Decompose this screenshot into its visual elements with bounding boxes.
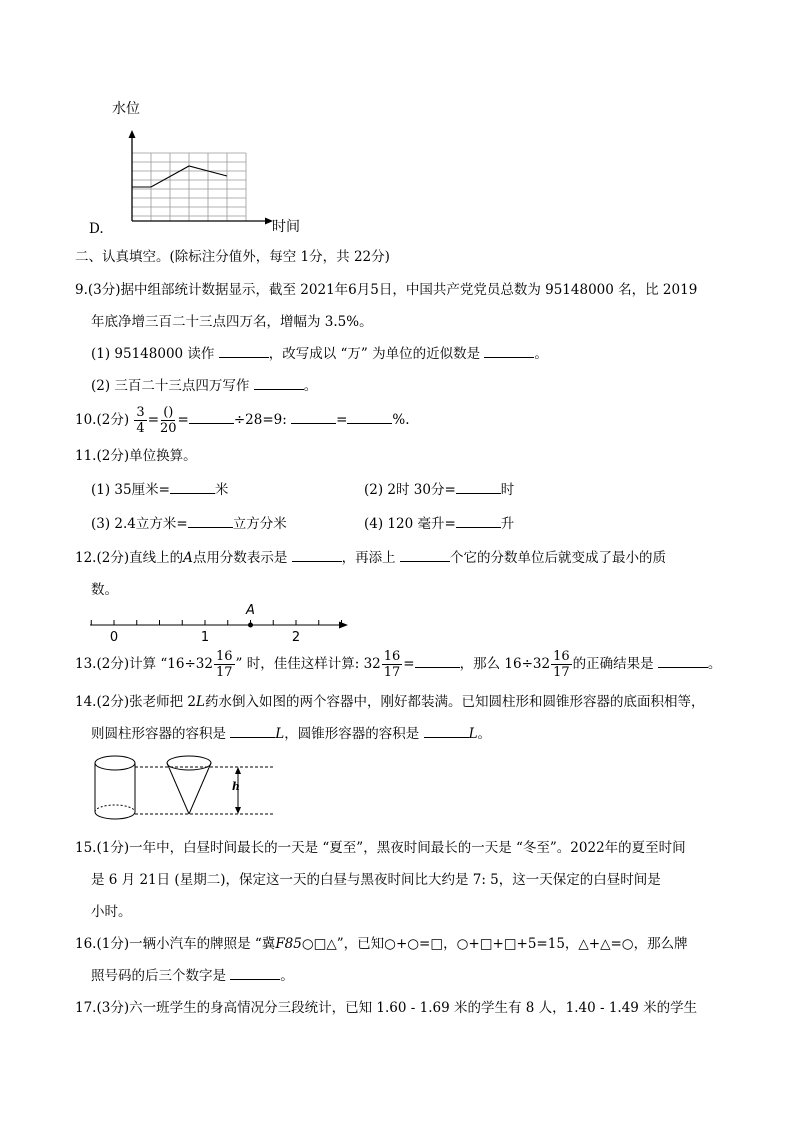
q10-eq-3: = (336, 412, 348, 428)
q12-text-c: ，再添上 (341, 550, 396, 566)
q13-line (75, 647, 721, 681)
q9-score: (3分) (87, 282, 121, 298)
q10-score: (2分) (96, 412, 130, 428)
q9-sub1-c: 。 (534, 346, 548, 362)
q15-number: 15. (75, 840, 97, 856)
q9-sub2-b: 。 (303, 378, 318, 394)
q14-blank-2[interactable] (424, 725, 469, 738)
section-2-title: 二、认真填空。(除标注分值外，每空 1分，共 22分) (75, 249, 390, 265)
q9-sub2 (91, 377, 317, 395)
q9-sub2-a: (2) 三百二十三点四万写作 (91, 378, 250, 394)
q16-text2a: 照号码的后三个数字是 (91, 968, 226, 984)
q13-frac3-den: 17 (553, 665, 570, 680)
q12-text-d: 个它的分数单位后就变成了最小的质 (449, 550, 666, 566)
q11-score: (2分) (96, 448, 130, 464)
cone (167, 756, 211, 814)
q11-d-post: 升 (500, 516, 515, 532)
q16-text1a: 一辆小汽车的牌照是 “冀 (129, 936, 276, 952)
q11-b-post: 时 (500, 482, 515, 498)
q10-frac2-num: () (163, 405, 174, 420)
q16-score: (1分) (96, 936, 130, 952)
q10-number: 10. (75, 412, 97, 428)
q13-frac2-den: 17 (383, 665, 401, 680)
y-axis-arrow (129, 130, 136, 138)
q14-line1 (75, 693, 704, 711)
q13-text-e: 的正确结果是 (572, 656, 654, 672)
q14-line2 (91, 725, 491, 743)
q11-blank-b[interactable] (456, 481, 501, 494)
q12-blank-1[interactable] (292, 549, 342, 562)
q13-blank-1[interactable] (415, 655, 460, 668)
q9-blank-3[interactable] (254, 377, 304, 390)
q11-number: 11. (75, 448, 97, 464)
q13-score: (2分) (96, 656, 130, 672)
q14-number: 14. (75, 694, 97, 710)
cylinder (95, 756, 135, 819)
q10-blank-1[interactable] (189, 411, 234, 424)
q16-number: 16. (75, 936, 97, 952)
q13-frac2-num: 16 (383, 649, 401, 664)
number-line-label: 1 (200, 630, 210, 645)
q13-frac1-den: 17 (215, 665, 233, 680)
height-label: h (232, 780, 240, 793)
q10-eq-2: = (177, 412, 189, 428)
q13-text-f: 。 (707, 656, 722, 672)
q16-plate: F85 (275, 936, 302, 952)
q10-pct: %. (392, 412, 410, 428)
q11-title: 单位换算。 (129, 448, 197, 464)
q11-blank-c[interactable] (188, 515, 233, 528)
q14-unit-2: L (275, 726, 285, 742)
q16-text2b: 。 (280, 968, 294, 984)
q11-c-post: 立方分米 (232, 516, 287, 532)
q11-c (91, 515, 287, 533)
number-line-svg (85, 600, 355, 645)
q10-div: ÷28=9: (233, 412, 287, 428)
q11-title-line (75, 447, 197, 465)
q14-blank-1[interactable] (230, 725, 275, 738)
number-line-label: 2 (291, 630, 301, 645)
q13-frac-2 (382, 649, 403, 680)
q16-line2 (91, 967, 294, 985)
number-line-label: 0 (109, 630, 119, 645)
number-line-arrow (339, 622, 348, 629)
q12-line1 (75, 549, 666, 567)
water-level-line (132, 166, 227, 187)
q15-text1: 一年中，白昼时间最长的一天是 “夏至”，黑夜时间最长的一天是 “冬至”。2022年的夏至时间 (129, 840, 686, 856)
q13-blank-2[interactable] (658, 655, 708, 668)
q13-number: 13. (75, 656, 97, 672)
q11-d (364, 515, 514, 533)
q12-text-a: 直线上的 (129, 550, 184, 566)
number-line (85, 600, 355, 645)
water-level-graph (80, 96, 310, 236)
q16-line1 (75, 935, 688, 953)
q14-text1b: 药水倒入如图的两个容器中，刚好都装满。已知圆柱形和圆锥形容器的底面积相等， (204, 694, 705, 710)
q13-text-a: 计算 “16÷32 (129, 656, 213, 672)
q12-text2: 数。 (91, 582, 118, 598)
q14-text1: 张老师把 2 (129, 694, 196, 710)
q14-text2c: 。 (477, 726, 492, 742)
q9-number: 9. (75, 282, 88, 298)
q10-frac2-den: 20 (160, 421, 177, 436)
q17-number: 17. (75, 1000, 97, 1016)
q9-sub1-b: ，改写成以 “万” 为单位的近似数是 (268, 346, 481, 362)
q13-frac3-num: 16 (553, 649, 570, 664)
q13-text-d: ，那么 16÷32 (459, 656, 551, 672)
q11-b-pre: (2) 2时 30分= (364, 482, 456, 498)
q11-a (91, 481, 228, 499)
cylinder-cone-svg (88, 748, 288, 823)
point-a-dot (248, 623, 253, 628)
graph-ylabel: 水位 (112, 101, 140, 117)
q15-text3: 小时。 (91, 904, 132, 920)
q10-frac1-den: 4 (136, 421, 145, 436)
q14-unit-3: L (468, 726, 478, 742)
q11-a-post: 米 (214, 482, 229, 498)
q13-frac-1 (214, 649, 235, 680)
q12-point-letter: A (183, 550, 193, 566)
option-d-label: D. (89, 221, 104, 237)
q17-text1: 六一班学生的身高情况分三段统计，已知 1.60 - 1.69 米的学生有 8 人，1.40 - 1.49 米的学生 (129, 1000, 698, 1016)
q11-d-pre: (4) 120 毫升= (364, 516, 456, 532)
q14-text2a: 则圆柱形容器的容积是 (91, 726, 226, 742)
q10-eq-1: = (147, 412, 159, 428)
q10-frac1-num: 3 (136, 405, 145, 420)
q10-line (75, 404, 410, 436)
q12-number: 12. (75, 550, 97, 566)
q14-text2b: ，圆锥形容器的容积是 (284, 726, 420, 742)
q11-blank-d[interactable] (456, 515, 501, 528)
q11-a-pre: (1) 35厘米= (91, 482, 170, 498)
graph-xlabel: 时间 (272, 219, 300, 235)
q9-text2: 年底净增三百二十三点四万名，增幅为 3.5%。 (91, 314, 373, 330)
containers-figure (88, 748, 288, 823)
q15-score: (1分) (96, 840, 130, 856)
q10-frac2 (160, 405, 177, 436)
q17-line1 (75, 999, 697, 1017)
q9-sub1 (91, 345, 548, 363)
q9-text1: 据中组部统计数据显示，截至 2021年6月5日，中国共产党党员总数为 95148000 名，比 2019 (120, 282, 698, 298)
q16-text1b: ○□△”，已知○+○=□，○+□+□+5=15，△+△=○，那么牌 (301, 936, 688, 952)
q13-frac-3 (551, 649, 572, 680)
q12-score: (2分) (96, 550, 130, 566)
q11-b (364, 481, 514, 499)
point-a-label: A (246, 603, 255, 618)
q11-c-pre: (3) 2.4立方米= (91, 516, 188, 532)
q13-text-c: = (403, 656, 415, 672)
q10-blank-3[interactable] (347, 411, 392, 424)
q14-score: (2分) (96, 694, 130, 710)
q12-blank-2[interactable] (400, 549, 450, 562)
q17-score: (3分) (96, 1000, 130, 1016)
q9-blank-1[interactable] (219, 345, 269, 358)
q15-line1 (75, 839, 686, 857)
q10-blank-2[interactable] (291, 411, 336, 424)
q13-text-b: ” 时，佳佳这样计算: 32 (235, 656, 381, 672)
q16-blank[interactable] (230, 967, 280, 980)
q9-blank-2[interactable] (484, 345, 534, 358)
q11-blank-a[interactable] (170, 481, 215, 494)
q12-text-b: 点用分数表示是 (192, 550, 288, 566)
q9-sub1-a: (1) 95148000 读作 (91, 346, 215, 362)
q9-line1 (75, 281, 697, 299)
q15-text2: 是 6 月 21日 (星期二)，保定这一天的白昼与黑夜时间比大约是 7: 5，这一天保定的白昼时间是 (91, 872, 661, 888)
q13-frac1-num: 16 (215, 649, 233, 664)
q14-unit-1: L (196, 694, 205, 710)
q10-frac1 (134, 405, 146, 436)
